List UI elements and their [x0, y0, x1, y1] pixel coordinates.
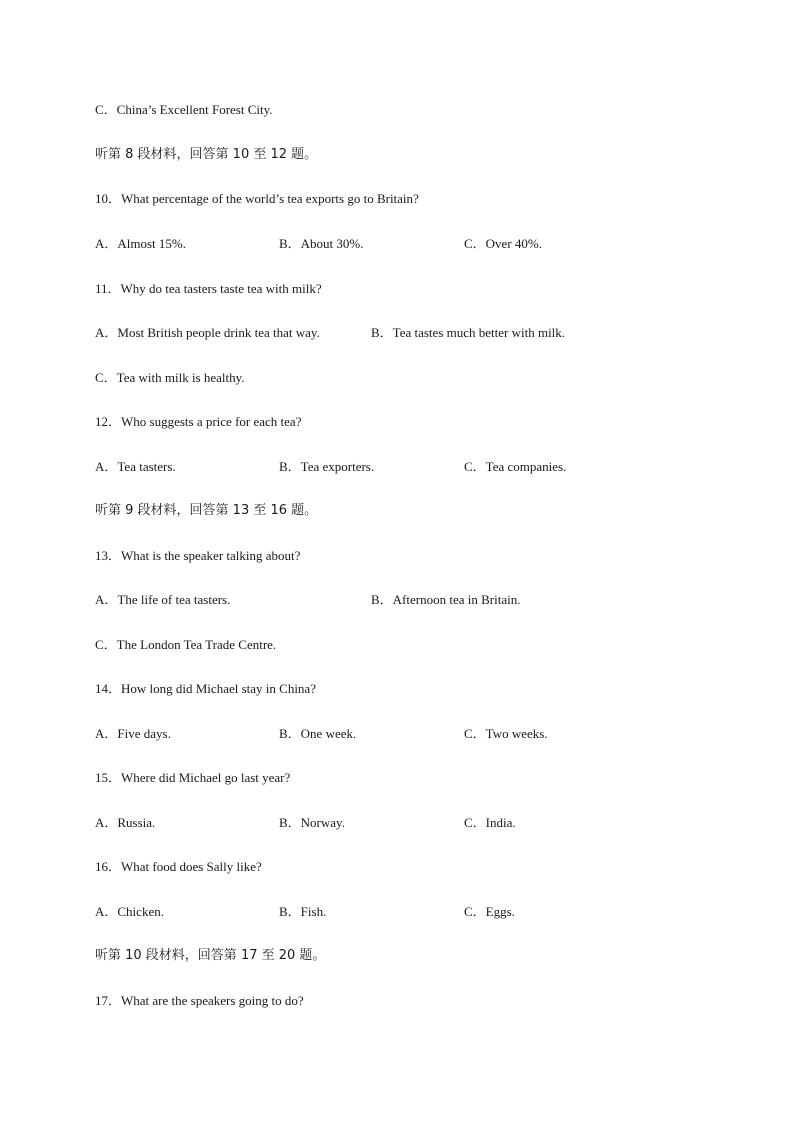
q16-option-c: C．Eggs.	[464, 904, 515, 919]
q9-option-c: C．China’s Excellent Forest City.	[95, 102, 273, 117]
q13-stem: 13．What is the speaker talking about?	[95, 548, 301, 563]
q14-option-a: A．Five days.	[95, 726, 171, 741]
q15-option-c: C．India.	[464, 815, 516, 830]
q10-option-a: A．Almost 15%.	[95, 236, 187, 251]
section-8-instruction: 听第 8 段材料，回答第 10 至 12 题。	[95, 147, 318, 162]
q10-option-c: C．Over 40%.	[464, 236, 542, 251]
q12-option-a: A．Tea tasters.	[95, 459, 176, 474]
q10-stem: 10．What percentage of the world’s tea exports go to Britain?	[95, 191, 419, 206]
q13-option-a: A．The life of tea tasters.	[95, 592, 231, 607]
q11-option-a: A．Most British people drink tea that way.	[95, 325, 320, 340]
q11-option-b: B．Tea tastes much better with milk.	[371, 325, 566, 340]
q14-option-c: C．Two weeks.	[464, 726, 548, 741]
q12-stem: 12．Who suggests a price for each tea?	[95, 414, 302, 429]
section-10-instruction: 听第 10 段材料，回答第 17 至 20 题。	[95, 948, 326, 963]
q17-stem: 17．What are the speakers going to do?	[95, 993, 304, 1008]
q13-option-c: C．The London Tea Trade Centre.	[95, 637, 277, 652]
q12-option-c: C．Tea companies.	[464, 459, 567, 474]
q11-stem: 11．Why do tea tasters taste tea with milk?	[95, 281, 322, 296]
q11-option-c: C．Tea with milk is healthy.	[95, 370, 245, 385]
q15-option-a: A．Russia.	[95, 815, 156, 830]
q16-option-a: A．Chicken.	[95, 904, 164, 919]
section-9-instruction: 听第 9 段材料，回答第 13 至 16 题。	[95, 503, 318, 518]
q14-option-b: B．One week.	[279, 726, 357, 741]
q13-option-b: B．Afternoon tea in Britain.	[371, 592, 521, 607]
q14-stem: 14．How long did Michael stay in China?	[95, 681, 316, 696]
q12-option-b: B．Tea exporters.	[279, 459, 375, 474]
q15-stem: 15．Where did Michael go last year?	[95, 770, 291, 785]
q16-option-b: B．Fish.	[279, 904, 327, 919]
q15-option-b: B．Norway.	[279, 815, 345, 830]
q16-stem: 16．What food does Sally like?	[95, 859, 262, 874]
q10-option-b: B．About 30%.	[279, 236, 364, 251]
